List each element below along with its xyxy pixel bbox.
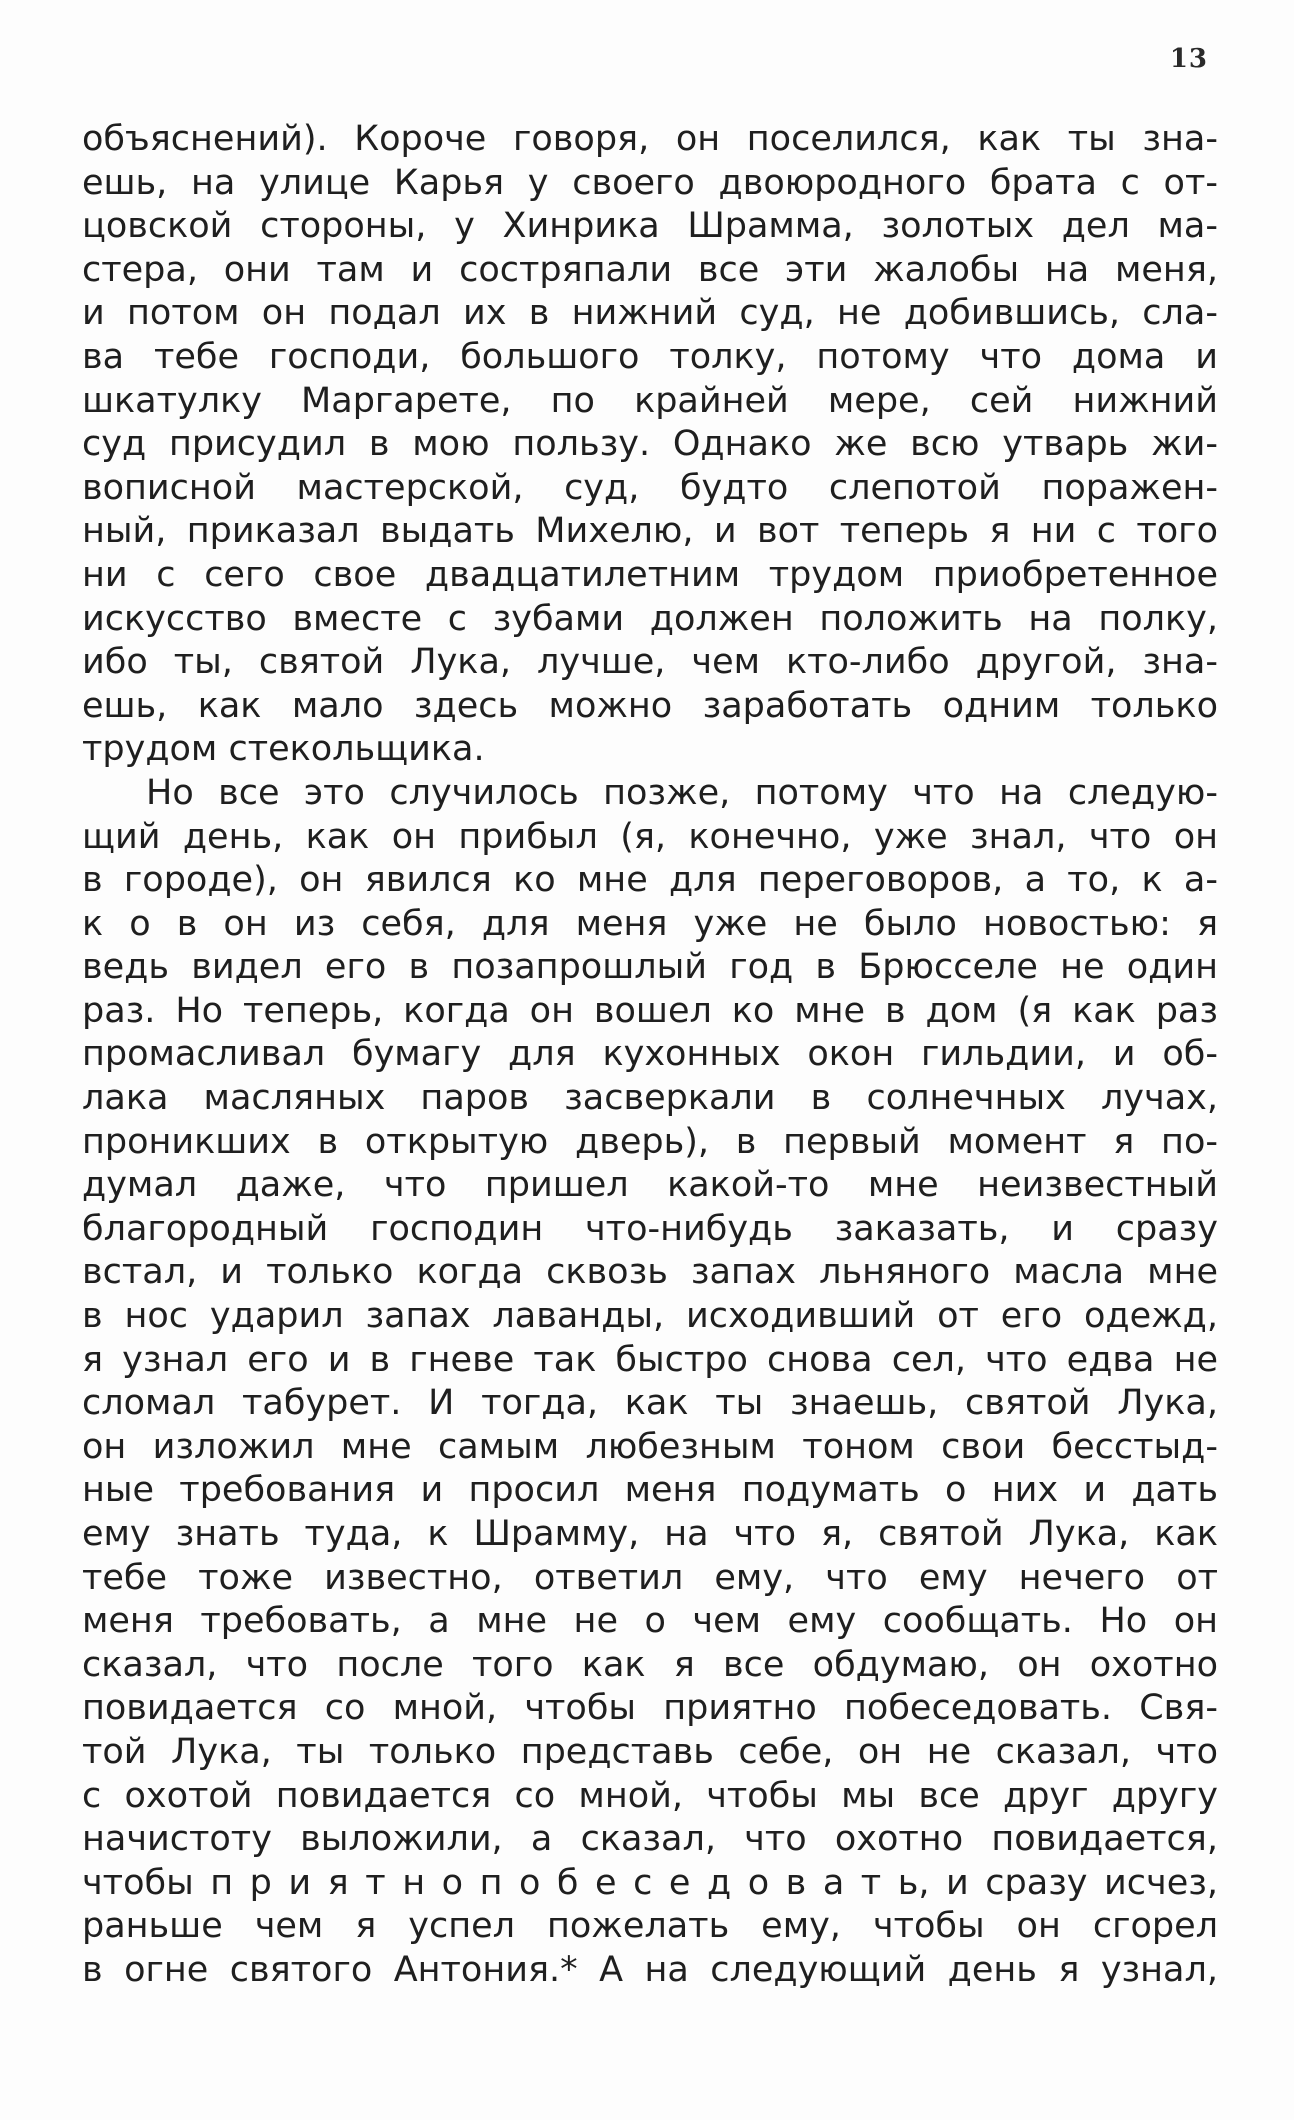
- text-line: Но все это случилось позже, потому что на следую-: [146, 772, 1218, 813]
- text-line: в огне святого Антония.* А на следующий день я узнал,: [82, 1949, 1218, 1990]
- text-line: цовской стороны, у Хинрика Шрамма, золотых дел ма-: [82, 206, 1218, 247]
- body-text: [82, 118, 1218, 1993]
- text-line: ный, приказал выдать Михелю, и вот теперь я ни с того: [82, 511, 1218, 552]
- paragraph: [82, 772, 1218, 1993]
- text-line: ные требования и просил меня подумать о них и дать: [82, 1470, 1218, 1511]
- page-number: 13: [1169, 44, 1208, 74]
- text-line: ни с сего свое двадцатилетним трудом приобретенное: [82, 554, 1218, 595]
- text-line: он изложил мне самым любезным тоном свои бесстыд-: [82, 1426, 1218, 1467]
- text-line: повидается со мной, чтобы приятно побеседовать. Свя-: [82, 1688, 1218, 1729]
- text-line: стера, они там и состряпали все эти жалобы на меня,: [82, 249, 1218, 290]
- text-line: проникших в открытую дверь), в первый момент я по-: [82, 1121, 1218, 1162]
- text-line: с охотой повидается со мной, чтобы мы все друг другу: [82, 1775, 1218, 1816]
- text-line: трудом стекольщика.: [82, 729, 485, 770]
- text-line: шкатулку Маргарете, по крайней мере, сей нижний: [82, 380, 1218, 421]
- text-line: сломал табурет. И тогда, как ты знаешь, святой Лука,: [82, 1383, 1218, 1424]
- text-line: ешь, как мало здесь можно заработать одним только: [82, 685, 1218, 726]
- text-line: искусство вместе с зубами должен положить на полку,: [82, 598, 1218, 639]
- text-line: щий день, как он прибыл (я, конечно, уже знал, что он: [82, 816, 1218, 857]
- text-line: вописной мастерской, суд, будто слепотой поражен-: [82, 467, 1218, 508]
- text-line: в нос ударил запах лаванды, исходивший от его одежд,: [82, 1296, 1218, 1337]
- text-line: я узнал его и в гневе так быстро снова сел, что едва не: [82, 1339, 1218, 1380]
- text-line: суд присудил в мою пользу. Однако же всю утварь жи-: [82, 424, 1218, 465]
- text-line: встал, и только когда сквозь запах льняного масла мне: [82, 1252, 1218, 1293]
- text-line: сказал, что после того как я все обдумаю, он охотно: [82, 1644, 1218, 1685]
- paragraph: [82, 118, 1218, 772]
- text-line: благородный господин что-нибудь заказать, и сразу: [82, 1208, 1218, 1249]
- text-line: раз. Но теперь, когда он вошел ко мне в дом (я как раз: [82, 990, 1218, 1031]
- text-line: ва тебе господи, большого толку, потому что дома и: [82, 336, 1218, 377]
- text-line: раньше чем я успел пожелать ему, чтобы он сгорел: [82, 1906, 1218, 1947]
- text-line: в городе), он явился ко мне для переговоров, а то, к а-: [82, 860, 1218, 901]
- text-line: чтобы п р и я т н о п о б е с е д о в а т ь, и сразу исчез,: [82, 1862, 1218, 1903]
- text-line: к о в он из себя, для меня уже не было новостью: я: [82, 903, 1218, 944]
- text-line: начистоту выложили, а сказал, что охотно повидается,: [82, 1819, 1218, 1860]
- text-line: объяснений). Короче говоря, он поселился, как ты зна-: [82, 119, 1218, 159]
- text-line: ешь, на улице Карья у своего двоюродного брата с от-: [82, 162, 1218, 203]
- text-line: ибо ты, святой Лука, лучше, чем кто-либо другой, зна-: [82, 642, 1218, 683]
- text-line: промасливал бумагу для кухонных окон гильдии, и об-: [82, 1034, 1218, 1075]
- text-line: тебе тоже известно, ответил ему, что ему нечего от: [82, 1557, 1218, 1598]
- text-line: думал даже, что пришел какой-то мне неизвестный: [82, 1165, 1218, 1206]
- text-line: меня требовать, а мне не о чем ему сообщать. Но он: [82, 1601, 1218, 1642]
- text-line: ведь видел его в позапрошлый год в Брюсселе не один: [82, 947, 1218, 988]
- text-line: и потом он подал их в нижний суд, не добившись, сла-: [82, 293, 1218, 334]
- text-line: лака масляных паров засверкали в солнечных лучах,: [82, 1078, 1218, 1119]
- text-line: ему знать туда, к Шрамму, на что я, святой Лука, как: [82, 1514, 1218, 1554]
- text-line: той Лука, ты только представь себе, он не сказал, что: [82, 1731, 1218, 1772]
